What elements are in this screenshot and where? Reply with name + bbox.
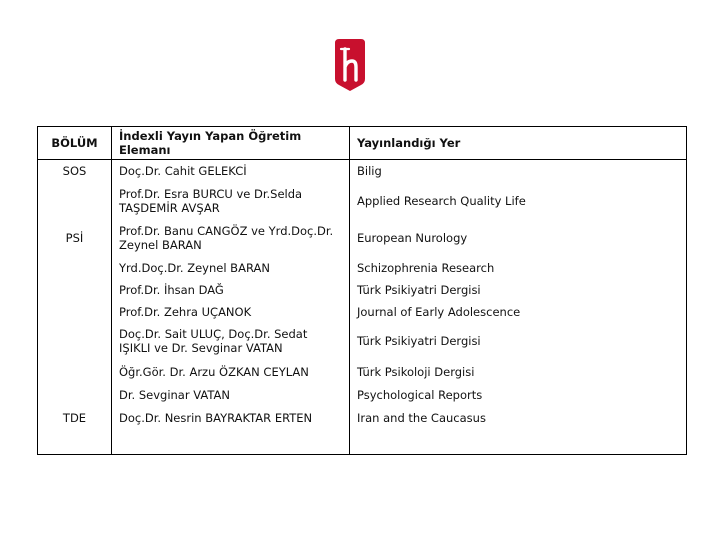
- cell-author: Prof.Dr. İhsan DAĞ: [112, 279, 350, 301]
- cell-author: Dr. Sevginar VATAN: [112, 384, 350, 407]
- cell-venue: Schizophrenia Research: [350, 257, 687, 279]
- table-row: [38, 183, 687, 220]
- cell-department: [38, 301, 112, 323]
- cell-venue: Türk Psikiyatri Dergisi: [350, 323, 687, 360]
- cell-department: [38, 257, 112, 279]
- cell-department: [38, 183, 112, 220]
- table-row: [38, 407, 687, 430]
- cell-venue: Journal of Early Adolescence: [350, 301, 687, 323]
- table-row: [38, 220, 687, 257]
- table-row: [38, 257, 687, 279]
- cell-author: Doç.Dr. Cahit GELEKCİ: [112, 160, 350, 183]
- cell-department: SOS: [38, 160, 112, 183]
- cell-venue: European Nurology: [350, 220, 687, 257]
- table-row: [38, 430, 687, 455]
- cell-author: Öğr.Gör. Dr. Arzu ÖZKAN CEYLAN: [112, 360, 350, 384]
- cell-venue: Applied Research Quality Life: [350, 183, 687, 220]
- cell-department: [38, 384, 112, 407]
- cell-department: [38, 430, 112, 455]
- table-header-row: [38, 127, 687, 160]
- cell-venue: Iran and the Caucasus: [350, 407, 687, 430]
- header-author: İndexli Yayın Yapan Öğretim Elemanı: [112, 127, 350, 160]
- cell-department: [38, 360, 112, 384]
- cell-author: Doç.Dr. Sait ULUÇ, Doç.Dr. Sedat IŞIKLI ve Dr. Sevginar VATAN: [112, 323, 350, 360]
- cell-venue: Türk Psikiyatri Dergisi: [350, 279, 687, 301]
- cell-department: PSİ: [38, 220, 112, 257]
- cell-venue: Psychological Reports: [350, 384, 687, 407]
- table-row: [38, 360, 687, 384]
- cell-author: Prof.Dr. Zehra UÇANOK: [112, 301, 350, 323]
- cell-department: TDE: [38, 407, 112, 430]
- cell-author: [112, 430, 350, 455]
- cell-department: [38, 279, 112, 301]
- cell-department: [38, 323, 112, 360]
- cell-venue: Türk Psikoloji Dergisi: [350, 360, 687, 384]
- cell-venue: Bilig: [350, 160, 687, 183]
- header-department: BÖLÜM: [38, 127, 112, 160]
- table-row: [38, 301, 687, 323]
- cell-author: Yrd.Doç.Dr. Zeynel BARAN: [112, 257, 350, 279]
- cell-venue: [350, 430, 687, 455]
- header-venue: Yayınlandığı Yer: [350, 127, 687, 160]
- table-row: [38, 160, 687, 183]
- table-row: [38, 384, 687, 407]
- hacettepe-h-logo: [333, 37, 367, 93]
- cell-author: Prof.Dr. Esra BURCU ve Dr.Selda TAŞDEMİR AVŞAR: [112, 183, 350, 220]
- table-row: [38, 279, 687, 301]
- cell-author: Prof.Dr. Banu CANGÖZ ve Yrd.Doç.Dr. Zeynel BARAN: [112, 220, 350, 257]
- publications-table: [37, 126, 687, 455]
- cell-author: Doç.Dr. Nesrin BAYRAKTAR ERTEN: [112, 407, 350, 430]
- table-row: [38, 323, 687, 360]
